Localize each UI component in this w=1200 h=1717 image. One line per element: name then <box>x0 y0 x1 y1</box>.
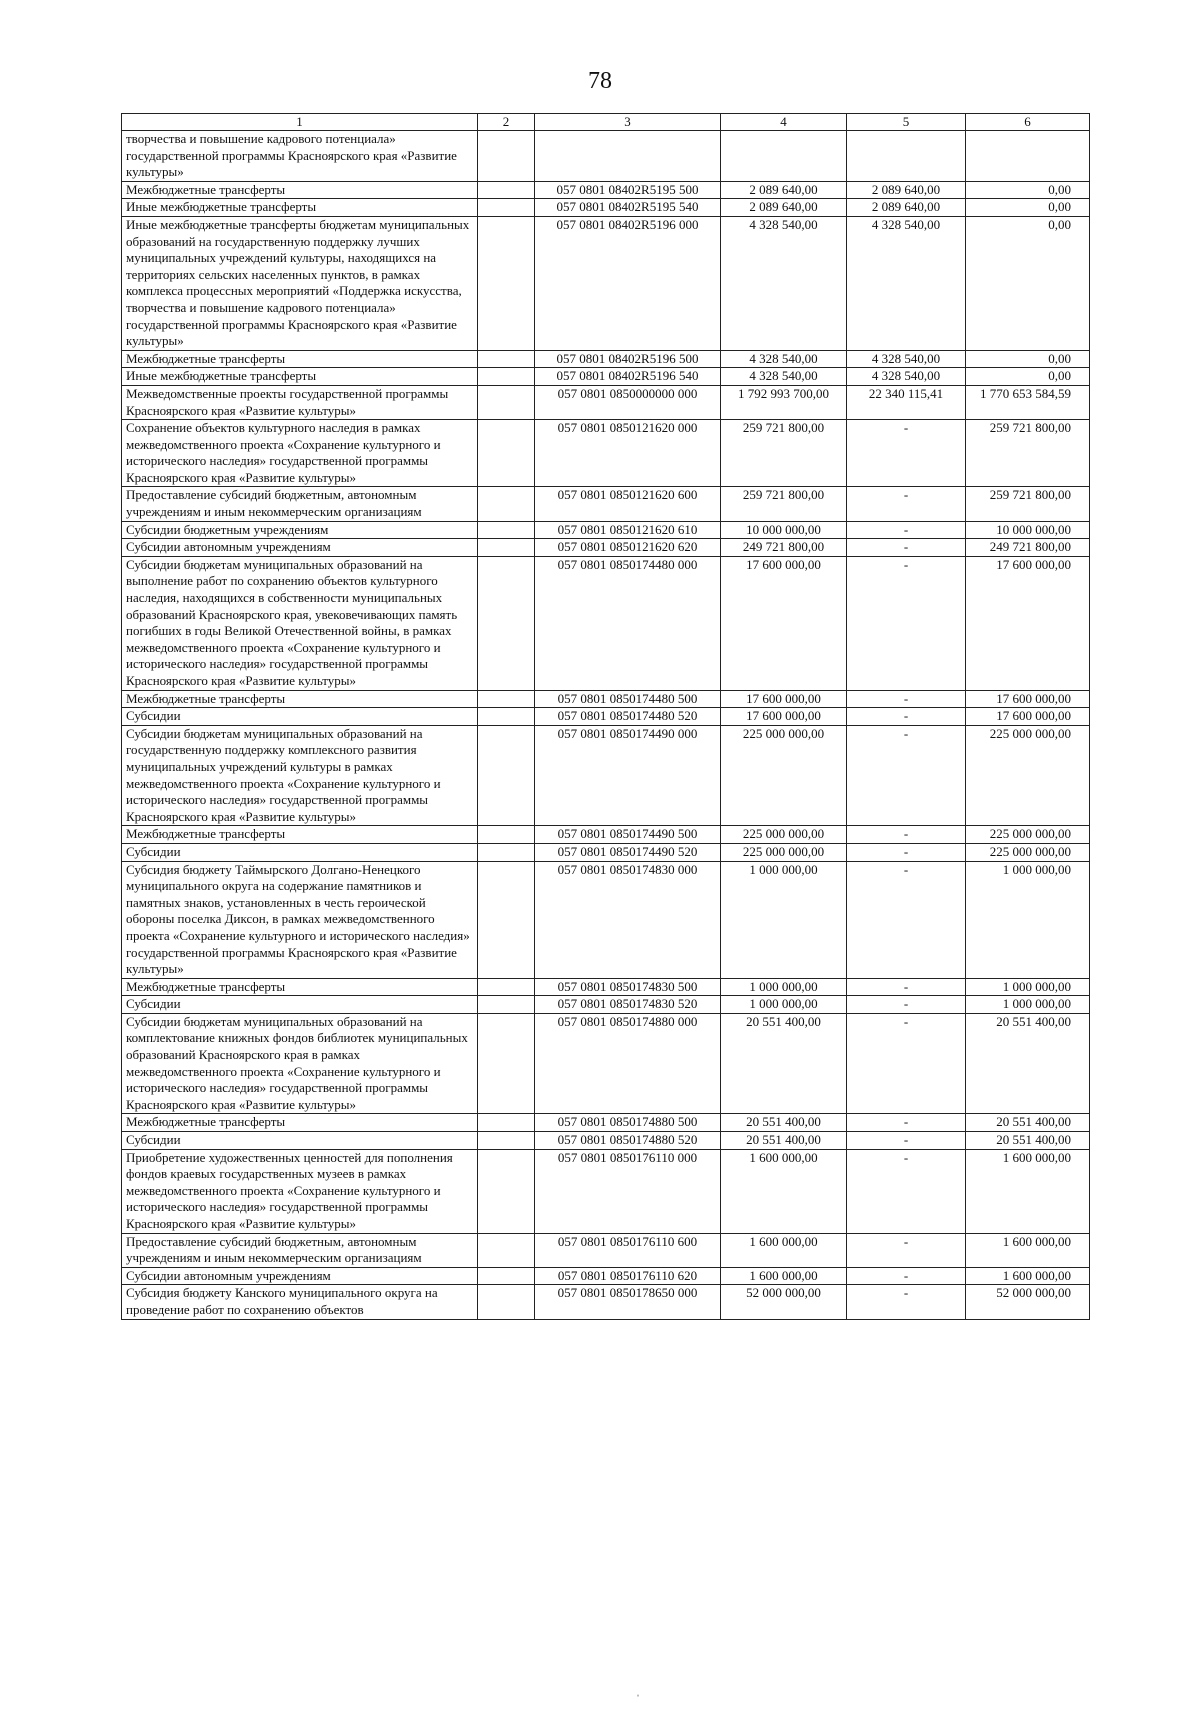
row-value-col4: 225 000 000,00 <box>721 725 847 826</box>
row-value-col4: 1 000 000,00 <box>721 861 847 978</box>
table-body <box>122 131 1090 1320</box>
row-value-col4: 17 600 000,00 <box>721 556 847 690</box>
table-row <box>122 199 1090 217</box>
row-code-cell: 057 0801 0850174830 000 <box>535 861 721 978</box>
row-code-cell: 057 0801 0850176110 600 <box>535 1233 721 1267</box>
row-col2-cell <box>478 350 535 368</box>
row-code-cell: 057 0801 0850176110 000 <box>535 1149 721 1233</box>
row-col2-cell <box>478 826 535 844</box>
row-value-col6: 52 000 000,00 <box>966 1285 1090 1319</box>
row-code-cell: 057 0801 08402R5195 500 <box>535 181 721 199</box>
row-code-cell: 057 0801 0850000000 000 <box>535 385 721 419</box>
row-value-col5: - <box>847 978 966 996</box>
row-value-col4: 2 089 640,00 <box>721 181 847 199</box>
row-value-col4: 1 000 000,00 <box>721 996 847 1014</box>
row-value-col6: 17 600 000,00 <box>966 708 1090 726</box>
row-value-col5: - <box>847 1114 966 1132</box>
row-value-col6: 1 600 000,00 <box>966 1233 1090 1267</box>
row-code-cell: 057 0801 0850121620 600 <box>535 487 721 521</box>
table-row <box>122 181 1090 199</box>
row-value-col5: - <box>847 1267 966 1285</box>
row-value-col5: - <box>847 861 966 978</box>
row-name-cell: творчества и повышение кадрового потенциала» государственной программы Красноярского края «Развитие культуры» <box>122 131 478 182</box>
header-col-1: 1 <box>122 114 478 131</box>
row-value-col5: - <box>847 690 966 708</box>
row-value-col6: 225 000 000,00 <box>966 826 1090 844</box>
row-code-cell: 057 0801 08402R5196 540 <box>535 368 721 386</box>
table-row <box>122 487 1090 521</box>
table-row <box>122 1149 1090 1233</box>
table-row <box>122 1114 1090 1132</box>
row-value-col6: 0,00 <box>966 350 1090 368</box>
row-code-cell: 057 0801 0850121620 000 <box>535 420 721 487</box>
row-name-cell: Сохранение объектов культурного наследия в рамках межведомственного проекта «Сохранение культурного и исторического наследия» государственной программы Красноярского края «Развитие культуры» <box>122 420 478 487</box>
table-row <box>122 1132 1090 1150</box>
row-name-cell: Межбюджетные трансферты <box>122 350 478 368</box>
header-col-6: 6 <box>966 114 1090 131</box>
row-name-cell: Предоставление субсидий бюджетным, автономным учреждениям и иным некоммерческим организациям <box>122 1233 478 1267</box>
row-code-cell: 057 0801 0850178650 000 <box>535 1285 721 1319</box>
row-code-cell: 057 0801 0850174480 500 <box>535 690 721 708</box>
row-col2-cell <box>478 1013 535 1114</box>
row-name-cell: Межбюджетные трансферты <box>122 826 478 844</box>
row-value-col6: 20 551 400,00 <box>966 1013 1090 1114</box>
row-value-col6: 225 000 000,00 <box>966 725 1090 826</box>
row-code-cell: 057 0801 0850174490 500 <box>535 826 721 844</box>
row-code-cell: 057 0801 08402R5196 500 <box>535 350 721 368</box>
row-code-cell: 057 0801 0850174830 500 <box>535 978 721 996</box>
row-code-cell: 057 0801 0850174480 520 <box>535 708 721 726</box>
row-name-cell: Субсидии бюджетам муниципальных образований на комплектование книжных фондов библиотек муниципальных образований Красноярского края в рамках межведомственного проекта «Сохранение культурного и исторического наследия» государственной программы Красноярского края «Развитие культуры» <box>122 1013 478 1114</box>
row-value-col6: 1 000 000,00 <box>966 861 1090 978</box>
row-value-col4: 1 792 993 700,00 <box>721 385 847 419</box>
row-col2-cell <box>478 861 535 978</box>
table-row <box>122 725 1090 826</box>
row-value-col4: 1 600 000,00 <box>721 1267 847 1285</box>
table-row <box>122 539 1090 557</box>
row-col2-cell <box>478 487 535 521</box>
row-name-cell: Предоставление субсидий бюджетным, автономным учреждениям и иным некоммерческим организациям <box>122 487 478 521</box>
row-value-col4: 4 328 540,00 <box>721 368 847 386</box>
row-value-col6: 259 721 800,00 <box>966 487 1090 521</box>
row-value-col5: - <box>847 1013 966 1114</box>
header-col-4: 4 <box>721 114 847 131</box>
row-col2-cell <box>478 708 535 726</box>
row-name-cell: Субсидии бюджетам муниципальных образований на государственную поддержку комплексного развития муниципальных учреждений культуры в рамках межведомственного проекта «Сохранение культурного и исторического наследия» государственной программы Красноярского края «Развитие культуры» <box>122 725 478 826</box>
row-col2-cell <box>478 1285 535 1319</box>
row-col2-cell <box>478 368 535 386</box>
row-value-col5: - <box>847 725 966 826</box>
row-value-col5: 4 328 540,00 <box>847 350 966 368</box>
row-name-cell: Субсидии автономным учреждениям <box>122 539 478 557</box>
row-col2-cell <box>478 1267 535 1285</box>
table-row <box>122 420 1090 487</box>
row-col2-cell <box>478 216 535 350</box>
row-code-cell: 057 0801 0850174480 000 <box>535 556 721 690</box>
row-value-col4 <box>721 131 847 182</box>
row-value-col5: - <box>847 487 966 521</box>
row-name-cell: Субсидии автономным учреждениям <box>122 1267 478 1285</box>
row-col2-cell <box>478 978 535 996</box>
row-name-cell: Иные межбюджетные трансферты <box>122 199 478 217</box>
row-code-cell: 057 0801 0850121620 610 <box>535 521 721 539</box>
row-name-cell: Субсидия бюджету Таймырского Долгано-Ненецкого муниципального округа на содержание памятников и памятных знаков, установленных в честь героической обороны поселка Диксон, в рамках межведомственного проекта «Сохранение культурного и исторического наследия» государственной программы Красноярского края «Развитие культуры» <box>122 861 478 978</box>
row-col2-cell <box>478 1132 535 1150</box>
row-value-col4: 4 328 540,00 <box>721 216 847 350</box>
row-value-col5: - <box>847 843 966 861</box>
row-name-cell: Иные межбюджетные трансферты <box>122 368 478 386</box>
row-name-cell: Субсидия бюджету Канского муниципального округа на проведение работ по сохранению объектов <box>122 1285 478 1319</box>
row-value-col4: 249 721 800,00 <box>721 539 847 557</box>
row-value-col6: 0,00 <box>966 216 1090 350</box>
table-row <box>122 1233 1090 1267</box>
table-row <box>122 861 1090 978</box>
row-name-cell: Межбюджетные трансферты <box>122 181 478 199</box>
row-value-col5: - <box>847 556 966 690</box>
row-value-col4: 259 721 800,00 <box>721 420 847 487</box>
row-value-col4: 225 000 000,00 <box>721 843 847 861</box>
table-row <box>122 996 1090 1014</box>
row-value-col5: - <box>847 521 966 539</box>
table-row <box>122 1013 1090 1114</box>
row-name-cell: Приобретение художественных ценностей для пополнения фондов краевых государственных музеев в рамках межведомственного проекта «Сохранение культурного и исторического наследия» государственной программы Красноярского края «Развитие культуры» <box>122 1149 478 1233</box>
table-row <box>122 521 1090 539</box>
row-value-col4: 1 600 000,00 <box>721 1149 847 1233</box>
row-name-cell: Субсидии бюджетным учреждениям <box>122 521 478 539</box>
row-col2-cell <box>478 725 535 826</box>
row-value-col5: - <box>847 1285 966 1319</box>
row-value-col6: 20 551 400,00 <box>966 1132 1090 1150</box>
row-col2-cell <box>478 1149 535 1233</box>
row-col2-cell <box>478 539 535 557</box>
row-value-col5: - <box>847 996 966 1014</box>
row-col2-cell <box>478 690 535 708</box>
row-name-cell: Межбюджетные трансферты <box>122 690 478 708</box>
row-code-cell <box>535 131 721 182</box>
row-code-cell: 057 0801 08402R5195 540 <box>535 199 721 217</box>
row-col2-cell <box>478 199 535 217</box>
row-col2-cell <box>478 1233 535 1267</box>
row-value-col5 <box>847 131 966 182</box>
row-value-col5: 4 328 540,00 <box>847 368 966 386</box>
row-value-col5: 2 089 640,00 <box>847 181 966 199</box>
row-name-cell: Субсидии <box>122 843 478 861</box>
page-number: 78 <box>588 68 612 94</box>
row-value-col4: 10 000 000,00 <box>721 521 847 539</box>
row-value-col6: 1 770 653 584,59 <box>966 385 1090 419</box>
row-value-col6: 1 000 000,00 <box>966 996 1090 1014</box>
header-col-3: 3 <box>535 114 721 131</box>
row-name-cell: Субсидии бюджетам муниципальных образований на выполнение работ по сохранению объектов культурного наследия, находящихся в собственности муниципальных образований Красноярского края, увековечивающих память погибших в годы Великой Отечественной войны, в рамках межведомственного проекта «Сохранение культурного и исторического наследия» государственной программы Красноярского края «Развитие культуры» <box>122 556 478 690</box>
row-code-cell: 057 0801 0850121620 620 <box>535 539 721 557</box>
row-code-cell: 057 0801 0850174830 520 <box>535 996 721 1014</box>
row-value-col6: 249 721 800,00 <box>966 539 1090 557</box>
row-name-cell: Межбюджетные трансферты <box>122 978 478 996</box>
row-code-cell: 057 0801 0850174490 000 <box>535 725 721 826</box>
row-code-cell: 057 0801 0850174880 000 <box>535 1013 721 1114</box>
row-col2-cell <box>478 385 535 419</box>
row-value-col4: 1 600 000,00 <box>721 1233 847 1267</box>
table-row <box>122 556 1090 690</box>
header-row <box>122 114 1090 131</box>
row-col2-cell <box>478 556 535 690</box>
table-row <box>122 216 1090 350</box>
row-value-col4: 52 000 000,00 <box>721 1285 847 1319</box>
row-value-col6: 17 600 000,00 <box>966 690 1090 708</box>
table-row <box>122 843 1090 861</box>
row-name-cell: Межбюджетные трансферты <box>122 1114 478 1132</box>
row-name-cell: Иные межбюджетные трансферты бюджетам муниципальных образований на государственную поддержку лучших муниципальных учреждений культуры, находящихся на территориях сельских населенных пунктов, в рамках комплекса процессных мероприятий «Поддержка искусства, творчества и повышение кадрового потенциала» государственной программы Красноярского края «Развитие культуры» <box>122 216 478 350</box>
header-col-2: 2 <box>478 114 535 131</box>
row-value-col4: 225 000 000,00 <box>721 826 847 844</box>
row-value-col6: 225 000 000,00 <box>966 843 1090 861</box>
row-value-col6 <box>966 131 1090 182</box>
row-value-col4: 20 551 400,00 <box>721 1132 847 1150</box>
budget-table <box>121 113 1090 1320</box>
row-code-cell: 057 0801 0850176110 620 <box>535 1267 721 1285</box>
row-col2-cell <box>478 181 535 199</box>
row-value-col5: - <box>847 1149 966 1233</box>
row-value-col5: - <box>847 539 966 557</box>
row-col2-cell <box>478 1114 535 1132</box>
row-value-col5: 22 340 115,41 <box>847 385 966 419</box>
row-value-col4: 20 551 400,00 <box>721 1114 847 1132</box>
row-value-col6: 0,00 <box>966 181 1090 199</box>
row-value-col6: 17 600 000,00 <box>966 556 1090 690</box>
row-col2-cell <box>478 420 535 487</box>
row-value-col4: 20 551 400,00 <box>721 1013 847 1114</box>
row-name-cell: Субсидии <box>122 708 478 726</box>
row-code-cell: 057 0801 0850174880 520 <box>535 1132 721 1150</box>
row-name-cell: Субсидии <box>122 996 478 1014</box>
table-row <box>122 1267 1090 1285</box>
table-row <box>122 1285 1090 1319</box>
table-row <box>122 826 1090 844</box>
row-value-col6: 1 600 000,00 <box>966 1267 1090 1285</box>
row-value-col5: - <box>847 1132 966 1150</box>
row-value-col6: 0,00 <box>966 199 1090 217</box>
row-value-col5: - <box>847 708 966 726</box>
table-row <box>122 978 1090 996</box>
row-value-col5: - <box>847 1233 966 1267</box>
row-value-col6: 0,00 <box>966 368 1090 386</box>
row-code-cell: 057 0801 0850174880 500 <box>535 1114 721 1132</box>
row-value-col6: 1 000 000,00 <box>966 978 1090 996</box>
table-row <box>122 131 1090 182</box>
row-col2-cell <box>478 131 535 182</box>
row-value-col6: 20 551 400,00 <box>966 1114 1090 1132</box>
table-row <box>122 368 1090 386</box>
header-col-5: 5 <box>847 114 966 131</box>
row-value-col5: 4 328 540,00 <box>847 216 966 350</box>
row-value-col4: 17 600 000,00 <box>721 708 847 726</box>
row-value-col6: 259 721 800,00 <box>966 420 1090 487</box>
table-row <box>122 708 1090 726</box>
row-value-col4: 1 000 000,00 <box>721 978 847 996</box>
table-row <box>122 690 1090 708</box>
row-code-cell: 057 0801 08402R5196 000 <box>535 216 721 350</box>
row-col2-cell <box>478 843 535 861</box>
row-value-col4: 4 328 540,00 <box>721 350 847 368</box>
row-name-cell: Межведомственные проекты государственной программы Красноярского края «Развитие культуры» <box>122 385 478 419</box>
table-row <box>122 350 1090 368</box>
row-value-col4: 17 600 000,00 <box>721 690 847 708</box>
row-col2-cell <box>478 521 535 539</box>
row-code-cell: 057 0801 0850174490 520 <box>535 843 721 861</box>
row-value-col5: - <box>847 420 966 487</box>
row-value-col4: 259 721 800,00 <box>721 487 847 521</box>
row-value-col6: 1 600 000,00 <box>966 1149 1090 1233</box>
row-value-col6: 10 000 000,00 <box>966 521 1090 539</box>
row-col2-cell <box>478 996 535 1014</box>
row-value-col5: - <box>847 826 966 844</box>
row-value-col5: 2 089 640,00 <box>847 199 966 217</box>
scan-mark: ˌ <box>636 1683 640 1697</box>
row-value-col4: 2 089 640,00 <box>721 199 847 217</box>
row-name-cell: Субсидии <box>122 1132 478 1150</box>
table-row <box>122 385 1090 419</box>
